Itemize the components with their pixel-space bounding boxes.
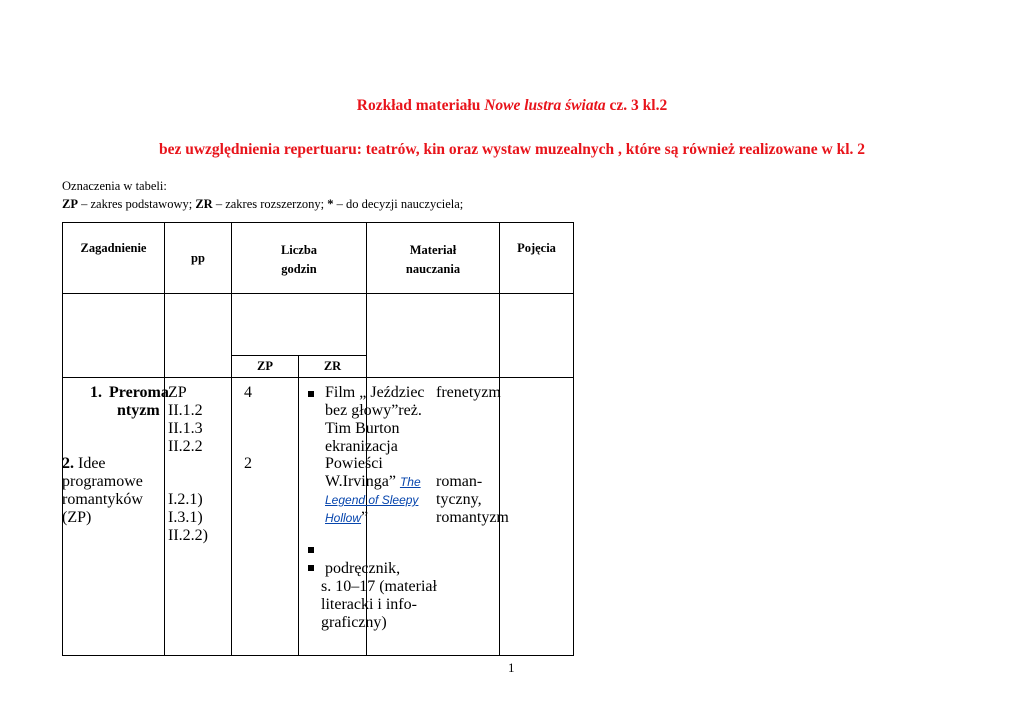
zp-hours-0: 4 (244, 384, 252, 401)
material-l9: podręcznik, (325, 560, 401, 577)
topic-1-line1: Preroma (109, 384, 169, 401)
legend-zr-abbr: ZR (195, 197, 213, 211)
concept-2: tyczny, (436, 491, 482, 508)
legend-heading: Oznaczenia w tabeli: (62, 179, 167, 193)
bullet-icon (308, 391, 314, 397)
material-l6: W.Irvinga” The (325, 473, 421, 490)
film-link-2[interactable]: Legend of Sleepy (325, 493, 419, 507)
pp-3: II.2.2 (168, 438, 203, 455)
header-liczba-godzin: Liczba godzin (232, 223, 367, 294)
legend-line (62, 197, 463, 212)
material-l2: bez głowy”reż. (325, 402, 422, 419)
bullet-icon (308, 547, 314, 553)
header-row (63, 223, 574, 294)
header-material: Materiał nauczania (367, 223, 500, 294)
page-number: 1 (508, 660, 515, 675)
material-l8: Hollow” (325, 509, 369, 526)
topic-2-num: 2. (62, 455, 74, 472)
material-l1: Film „ Jeździec (325, 384, 425, 401)
header-pp: pp (165, 223, 232, 294)
header-zagadnienie: Zagadnienie (63, 223, 165, 294)
pp-6: II.2.2) (168, 527, 208, 544)
pp-2: II.1.3 (168, 420, 203, 437)
document-subtitle: bez uwzględnienia repertuaru: teatrów, kin oraz wystaw muzealnych , które są również realizowane w kl. 2 (158, 141, 866, 158)
pp-0: ZP (168, 384, 187, 401)
title-italic: Nowe lustra świata (484, 97, 606, 114)
material-l3: Tim Burton (325, 420, 400, 437)
material-l7 (325, 491, 418, 510)
spacer-row (63, 294, 574, 356)
topic-2-line1: Idee (74, 455, 106, 472)
legend-zp-text: – zakres podstawowy; (77, 197, 196, 211)
material-l5: Powieści (325, 455, 383, 472)
title-suffix: cz. 3 kl.2 (605, 97, 668, 114)
material-l12: graficzny) (321, 614, 387, 631)
header-zr: ZR (299, 356, 367, 378)
zp-hours-1: 2 (244, 455, 252, 472)
pp-1: II.1.2 (168, 402, 203, 419)
material-table (62, 222, 574, 656)
topic-2-line4: (ZP) (62, 509, 92, 526)
cell-zp-hours (232, 378, 299, 656)
topic-1-num: 1. (90, 384, 102, 401)
material-l11: literacki i info- (321, 596, 417, 613)
material-l10: s. 10–17 (materiał (321, 578, 437, 595)
legend-star: * (327, 197, 334, 211)
topic-2-line3: romantyków (62, 491, 143, 508)
concept-1: roman- (436, 473, 483, 490)
film-link-3[interactable]: Hollow (325, 511, 362, 525)
pp-5: I.3.1) (168, 509, 203, 526)
pp-4: I.2.1) (168, 491, 203, 508)
bullet-icon (308, 565, 314, 571)
topic-1-line2: ntyzm (117, 402, 160, 419)
legend-zr-text: – zakres rozszerzony; (212, 197, 328, 211)
film-link[interactable]: The (399, 475, 421, 489)
topic-2 (62, 455, 106, 473)
legend-star-text: – do decyzji nauczyciela; (333, 197, 464, 211)
cell-pojecia (500, 378, 574, 656)
legend-zp-abbr: ZP (62, 197, 78, 211)
topic-2-line2: programowe (62, 473, 143, 490)
title-prefix: Rozkład materiału (356, 97, 485, 114)
header-zp: ZP (232, 356, 299, 378)
concept-0: frenetyzm (436, 384, 501, 401)
document-title (0, 97, 1024, 115)
material-l4: ekranizacja (325, 438, 398, 455)
concept-3: romantyzm (436, 509, 509, 526)
header-pojecia: Pojęcia (500, 223, 574, 294)
